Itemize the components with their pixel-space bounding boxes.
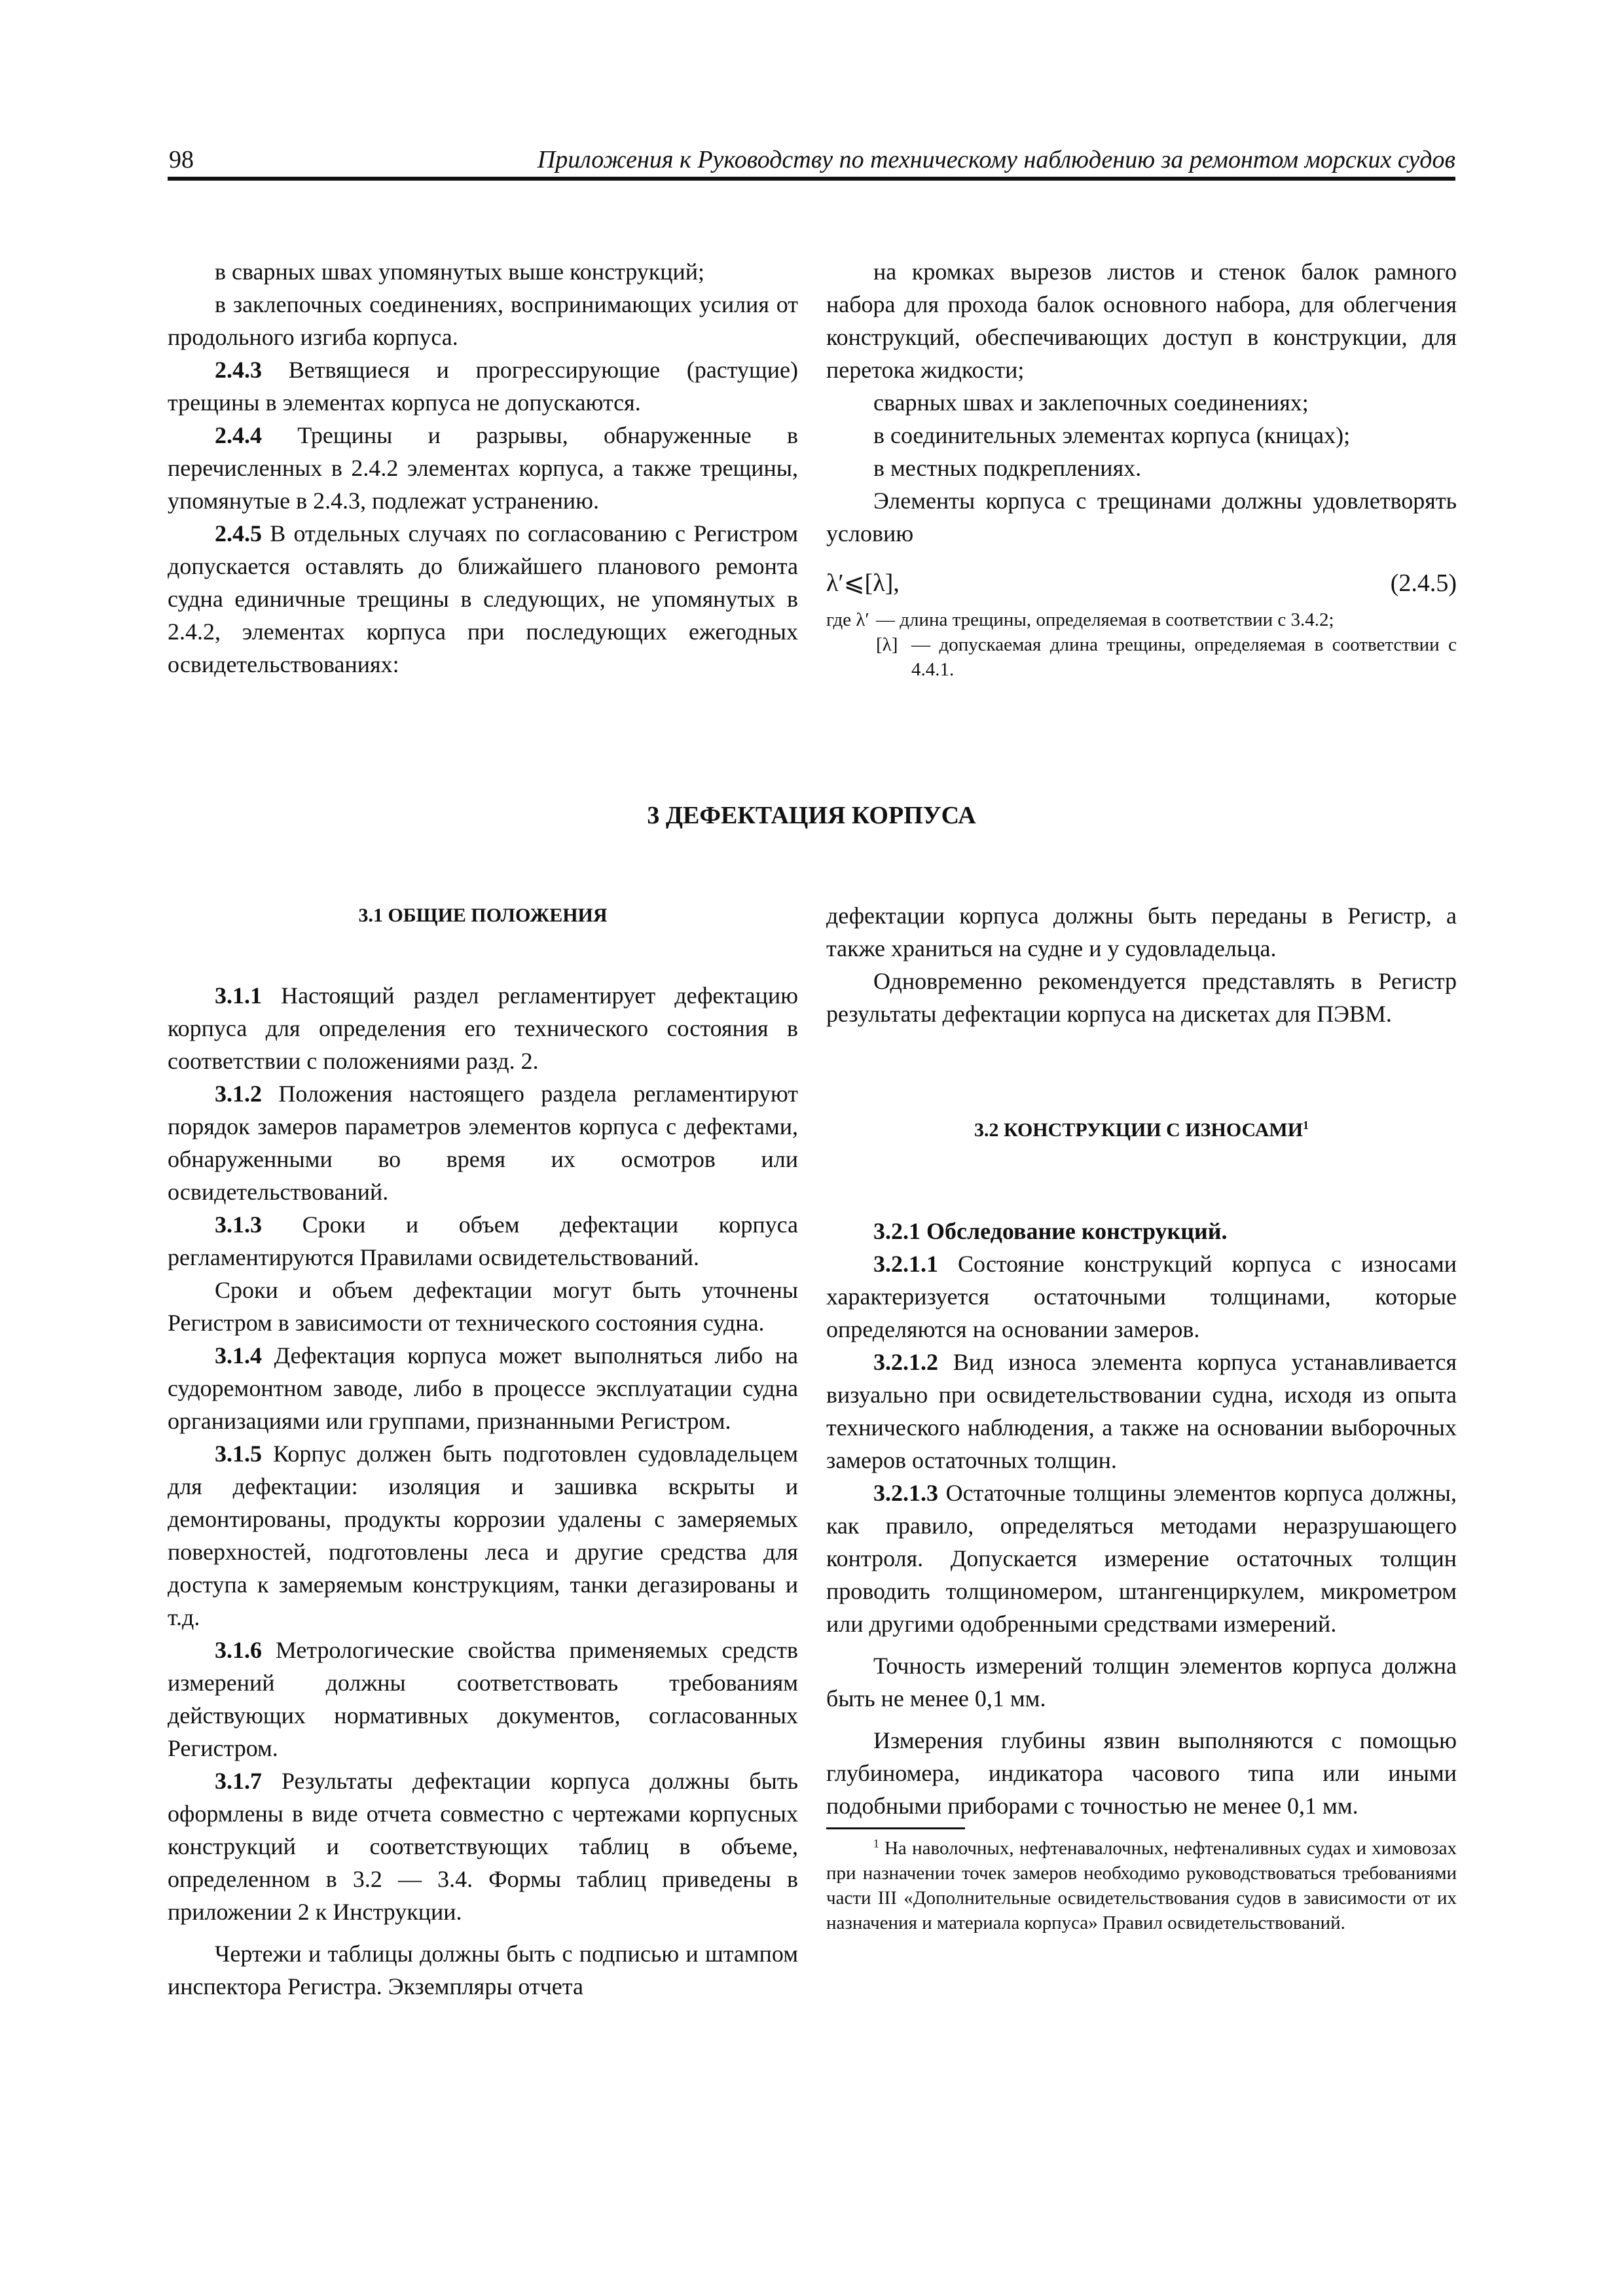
paragraph: в местных подкреплениях. xyxy=(873,455,1142,481)
clause-number: 2.4.4 xyxy=(215,422,262,448)
clause-number: 3.1.2 xyxy=(215,1081,262,1107)
footnote-marker: 1 xyxy=(873,1837,879,1850)
paragraph: 3.1.5 Корпус должен быть подготовлен судовладельцем для дефектации: изоляция и зашивка вскрыты и демонтированы, продукты коррозии удалены с замеряемых поверхностей, подготовлены леса и другие средства для доступа к замеряемым конструкциям, танки дегазированы и т.д. xyxy=(168,1441,798,1630)
paragraph: Чертежи и таблицы должны быть с подписью и штампом инспектора Регистра. Экземпляры отчета xyxy=(168,1941,798,2000)
paragraph: 3.1.7 Результаты дефектации корпуса должны быть оформлены в виде отчета совместно с чертежами корпусных конструкций и соответствующих таблиц в объеме, определенном в 3.2 — 3.4. Формы таблиц приведены в приложении 2 к Инструкции. xyxy=(168,1768,798,1925)
clause-number: 3.1.5 xyxy=(215,1441,262,1467)
paragraph: 3.1.6 Метрологические свойства применяемых средств измерений должны соответствовать требованиям действующих нормативных документов, согласованных Регистром. xyxy=(168,1637,798,1761)
paragraph: Одновременно рекомендуется представлять в Регистр результаты дефектации корпуса на дискетах для ПЭВМ. xyxy=(826,968,1457,1027)
footnote-rule xyxy=(826,1827,965,1829)
paragraph: в сварных швах упомянутых выше конструкций; xyxy=(215,259,705,285)
paragraph: 2.4.4 Трещины и разрывы, обнаруженные в перечисленных в 2.4.2 элементах корпуса, а также трещины, упомянутые в 2.4.3, подлежат устранению. xyxy=(168,422,798,514)
clause-number: 3.1.1 xyxy=(215,982,262,1009)
footnote: $^1$ На наволочных, нефтенавалочных, нефтеналивных судах и химовозах при назначении точек замеров необходимо руководствоваться требованиями части III «Дополнительные освидетельствования судов в зависимости от их назначения и материала корпуса» Правил освидетельствований. xyxy=(826,1837,1457,1933)
paragraph: на кромках вырезов листов и стенок балок рамного набора для прохода балок основного набора, для облегчения конструкций, обеспечивающих доступ в конструкции, для перетока жидкости; xyxy=(826,259,1457,383)
clause-number: 3.1.4 xyxy=(215,1342,262,1369)
clause-number: 2.4.5 xyxy=(215,520,262,547)
paragraph: Измерения глубины язвин выполняются с помощью глубиномера, индикатора часового типа или иными подобными приборами с точностью не менее 0,1 мм. xyxy=(826,1727,1457,1819)
bottom-right-column xyxy=(826,899,1457,1935)
top-left-column xyxy=(168,255,798,681)
clause-number: 3.2.1.2 xyxy=(873,1349,938,1375)
header-rule xyxy=(168,177,1455,181)
paragraph: в заклепочных соединениях, воспринимающих усилия от продольного изгиба корпуса. xyxy=(168,291,798,350)
formula xyxy=(826,567,1457,600)
paragraph: 2.4.3 Ветвящиеся и прогрессирующие (растущие) трещины в элементах корпуса не допускаются. xyxy=(168,357,798,416)
symbol-description: — длина трещины, определяемая в соответствии с 3.4.2; xyxy=(876,609,1334,630)
footnote-marker: 1 xyxy=(1303,1119,1309,1132)
where-label: где λ′ xyxy=(826,609,869,630)
subsection-title: 3.2 КОНСТРУКЦИИ С ИЗНОСАМИ$^1$ xyxy=(974,1119,1309,1141)
top-right-column xyxy=(826,255,1457,682)
paragraph: сварных швах и заклепочных соединениях; xyxy=(873,389,1309,416)
paragraph: 3.1.3 Сроки и объем дефектации корпуса регламентируются Правилами освидетельствований. xyxy=(168,1211,798,1270)
paragraph: Элементы корпуса с трещинами должны удовлетворять условию xyxy=(826,488,1457,547)
clause-number: 3.1.7 xyxy=(215,1768,262,1794)
section-title: 3 ДЕФЕКТАЦИЯ КОРПУСА xyxy=(647,802,976,829)
paragraph: Точность измерений толщин элементов корпуса должна быть не менее 0,1 мм. xyxy=(826,1653,1457,1712)
bottom-left-column xyxy=(168,899,798,2003)
paragraph: 3.2.1.1 Состояние конструкций корпуса с износами характеризуется остаточными толщинами, которые определяются на основании замеров. xyxy=(826,1251,1457,1342)
subsubsection-title: 3.2.1 Обследование конструкций. xyxy=(873,1218,1228,1244)
paragraph: Сроки и объем дефектации могут быть уточнены Регистром в зависимости от технического состояния судна. xyxy=(168,1277,798,1336)
running-head: Приложения к Руководству по техническому наблюдению за ремонтом морских судов xyxy=(537,146,1455,173)
formula-legend xyxy=(826,607,1457,682)
clause-number: 3.1.6 xyxy=(215,1637,262,1663)
clause-number: 3.2.1.3 xyxy=(873,1480,938,1506)
paragraph: 3.1.1 Настоящий раздел регламентирует дефектацию корпуса для определения его технического состояния в соответствии с положениями разд. 2. xyxy=(168,982,798,1074)
symbol-label: [λ] xyxy=(876,634,898,655)
clause-number: 3.2.1.1 xyxy=(873,1251,938,1277)
paragraph: 2.4.5 В отдельных случаях по согласованию с Регистром допускается оставлять до ближайшего планового ремонта судна единичные трещины в следующих, не упомянутых в 2.4.2, элементах корпуса при последующих ежегодных освидетельствованиях: xyxy=(168,520,798,677)
paragraph: дефектации корпуса должны быть переданы в Регистр, а также храниться на судне и у судовладельца. xyxy=(826,903,1457,961)
symbol-description: — допускаемая длина трещины, определяемая в соответствии с 4.4.1. xyxy=(911,634,1457,680)
paragraph: 3.2.1.2 Вид износа элемента корпуса устанавливается визуально при освидетельствовании судна, исходя из опыта технического наблюдения, а также на основании выборочных замеров остаточных толщин. xyxy=(826,1349,1457,1473)
formula-number: (2.4.5) xyxy=(1390,569,1457,597)
page-number: 98 xyxy=(169,146,194,173)
paragraph: 3.2.1.3 Остаточные толщины элементов корпуса должны, как правило, определяться методами неразрушающего контроля. Допускается измерение остаточных толщин проводить толщиномером, штангенциркулем, микрометром или другими одобренными средствами измерений. xyxy=(826,1480,1457,1637)
formula-expression: λ′⩽[λ], xyxy=(826,569,900,597)
paragraph: 3.1.4 Дефектация корпуса может выполняться либо на судоремонтном заводе, либо в процессе эксплуатации судна организациями или группами, признанными Регистром. xyxy=(168,1342,798,1434)
clause-number: 2.4.3 xyxy=(215,357,262,383)
paragraph: в соединительных элементах корпуса (кницах); xyxy=(873,422,1351,448)
clause-number: 3.1.3 xyxy=(215,1211,262,1238)
paragraph: 3.1.2 Положения настоящего раздела регламентируют порядок замеров параметров элементов корпуса с дефектами, обнаруженными во время их осмотров или освидетельствований. xyxy=(168,1081,798,1205)
subsection-title: 3.1 ОБЩИЕ ПОЛОЖЕНИЯ xyxy=(358,905,608,926)
